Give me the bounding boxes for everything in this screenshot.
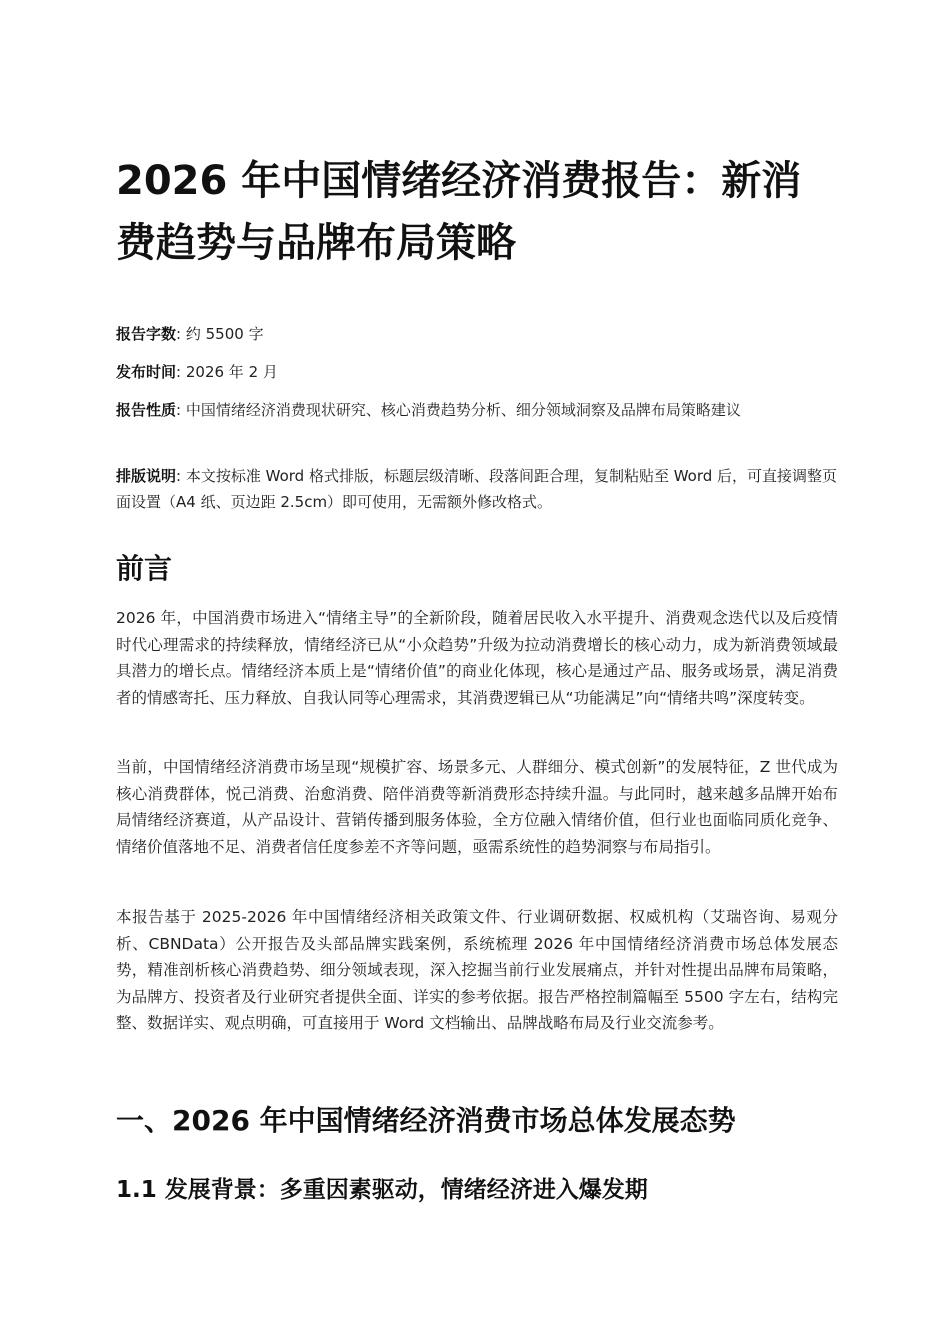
meta-report-nature [116,397,838,423]
meta-value: 约 5500 字 [185,325,264,343]
meta-label: 报告性质 [116,401,177,419]
preface-paragraph-2: 当前，中国情绪经济消费市场呈现“规模扩容、场景多元、人群细分、模式创新”的发展特征，Z 世代成为核心消费群体，悦己消费、治愈消费、陪伴消费等新消费形态持续升温。与此同时，越来越多品牌开始布局情绪经济赛道，从产品设计、营销传播到服务体验，全方位融入情绪价值，但行业也面临同质化竞争、情绪价值落地不足、消费者信任度参差不齐等问题，亟需系统性的趋势洞察与布局指引。 [116,758,838,856]
meta-label: 报告字数 [116,325,177,343]
meta-separator: : [176,363,182,381]
meta-label: 发布时间 [116,363,177,381]
meta-value: 2026 年 2 月 [185,363,278,381]
document-title: 2026 年中国情绪经济消费报告：新消费趋势与品牌布局策略 [116,158,802,266]
meta-layout-note [116,463,838,515]
preface-paragraph-3: 本报告基于 2025-2026 年中国情绪经济相关政策文件、行业调研数据、权威机构（艾瑞咨询、易观分析、CBNData）公开报告及头部品牌实践案例，系统梳理 2026 年中国情绪经济消费市场总体发展态势，精准剖析核心消费趋势、细分领域表现，深入挖掘当前行业发展痛点，并针对性提出品牌布局策略，为品牌方、投资者及行业研究者提供全面、详实的参考依据。报告严格控制篇幅至 5500 字左右，结构完整、数据详实、观点明确，可直接用于 Word 文档输出、品牌战略布局及行业交流参考。 [116,908,838,1032]
meta-label: 排版说明 [116,467,177,485]
meta-separator: : [176,401,182,419]
section-1-heading: 一、2026 年中国情绪经济消费市场总体发展态势 [116,1104,736,1137]
preface-heading: 前言 [116,552,173,585]
meta-value: 本文按标准 Word 格式排版，标题层级清晰、段落间距合理，复制粘贴至 Word 后，可直接调整页面设置（A4 纸、页边距 2.5cm）即可使用，无需额外修改格式。 [116,467,838,511]
meta-word-count [116,321,838,347]
meta-separator: : [176,467,182,485]
preface-paragraph-1: 2026 年，中国消费市场进入“情绪主导”的全新阶段，随着居民收入水平提升、消费观念迭代以及后疫情时代心理需求的持续释放，情绪经济已从“小众趋势”升级为拉动消费增长的核心动力，成为新消费领域最具潜力的增长点。情绪经济本质上是“情绪价值”的商业化体现，核心是通过产品、服务或场景，满足消费者的情感寄托、压力释放、自我认同等心理需求，其消费逻辑已从“功能满足”向“情绪共鸣”深度转变。 [116,609,838,707]
section-1-1-heading: 1.1 发展背景：多重因素驱动，情绪经济进入爆发期 [116,1177,648,1203]
meta-value: 中国情绪经济消费现状研究、核心消费趋势分析、细分领域洞察及品牌布局策略建议 [185,401,741,419]
meta-publish-date [116,359,838,385]
meta-separator: : [176,325,182,343]
